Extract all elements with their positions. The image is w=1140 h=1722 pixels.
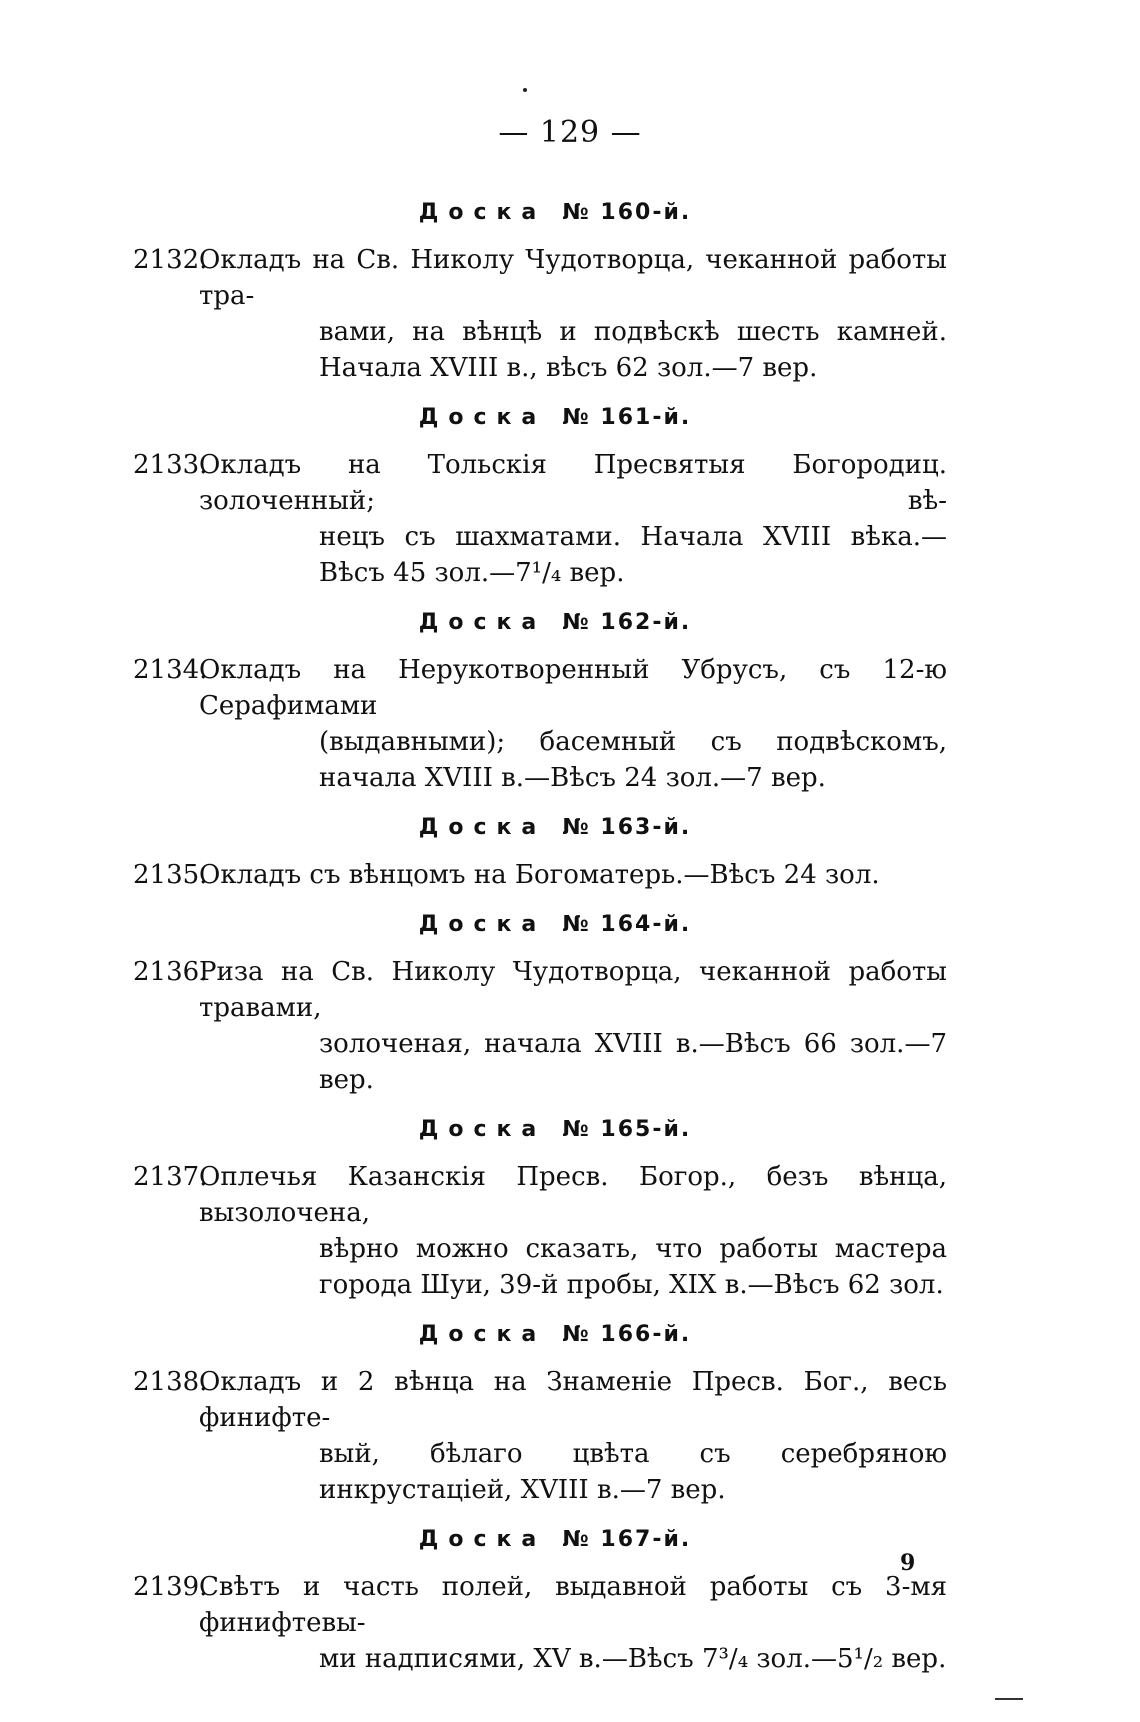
entry-continuation: вый, бѣлаго цвѣта съ серебряною инкрустаціей, XVIII в.—7 вер. [319, 1439, 947, 1505]
section-heading [133, 1527, 947, 1552]
entry-number: 2139. [133, 1572, 208, 1602]
heading-number: № 160-й. [562, 200, 692, 225]
entry-first-line: Окладъ съ вѣнцомъ на Богоматерь.—Вѣсъ 24 зол. [199, 860, 880, 890]
entry-text [199, 1159, 947, 1303]
heading-number: № 165-й. [562, 1117, 692, 1142]
catalog-section [133, 912, 947, 1098]
section-heading [133, 405, 947, 430]
entry-continuation: золоченая, начала XVIII в.—Вѣсъ 66 зол.—7 вер. [319, 1029, 947, 1095]
catalog-entry [133, 652, 947, 796]
heading-number: № 161-й. [562, 405, 692, 430]
heading-word: Доска [418, 912, 547, 937]
ink-dot [523, 88, 527, 92]
entry-first-line: Риза на Св. Николу Чудотворца, чеканной работы травами, [199, 957, 947, 1023]
section-heading [133, 200, 947, 225]
catalog-entry [133, 447, 947, 591]
catalog-entry [133, 1364, 947, 1508]
entry-text [199, 1364, 947, 1508]
catalog-entry [133, 954, 947, 1098]
heading-number: № 164-й. [562, 912, 692, 937]
section-heading [133, 815, 947, 840]
entry-text [199, 954, 947, 1098]
entry-continuation: нецъ съ шахматами. Начала XVIII вѣка.—Вѣсъ 45 зол.—7¹/₄ вер. [319, 522, 947, 588]
section-heading [133, 1117, 947, 1142]
entry-text [199, 1569, 947, 1677]
entry-number: 2133. [133, 450, 208, 480]
entry-continuation: (выдавными); басемный съ подвѣскомъ, начала XVIII в.—Вѣсъ 24 зол.—7 вер. [319, 727, 947, 793]
entry-continuation: вѣрно можно сказать, что работы мастера города Шуи, 39-й пробы, XIX в.—Вѣсъ 62 зол. [319, 1234, 947, 1300]
entry-number: 2138. [133, 1367, 208, 1397]
entry-text [199, 652, 947, 796]
entry-text [199, 242, 947, 386]
heading-number: № 162-й. [562, 610, 692, 635]
page-number: — 129 — [498, 115, 642, 150]
entry-first-line: Окладъ и 2 вѣнца на Знаменіе Пресв. Бог., весь финифте- [199, 1367, 947, 1433]
heading-word: Доска [418, 200, 547, 225]
section-heading [133, 610, 947, 635]
heading-number: № 166-й. [562, 1322, 692, 1347]
heading-word: Доска [418, 815, 547, 840]
catalog-entry [133, 857, 947, 893]
catalog-section [133, 405, 947, 591]
entry-text [199, 857, 947, 893]
entry-number: 2136. [133, 957, 208, 987]
section-heading [133, 912, 947, 937]
entry-number: 2135. [133, 860, 208, 890]
entry-text [199, 447, 947, 591]
heading-word: Доска [418, 1117, 547, 1142]
catalog-entry [133, 1159, 947, 1303]
entry-first-line: Окладъ на Тольскія Пресвятыя Богородиц. золоченный; вѣ- [199, 450, 947, 516]
catalog-entry [133, 242, 947, 386]
catalog-section [133, 1527, 947, 1677]
entry-first-line: Окладъ на Св. Николу Чудотворца, чеканной работы тра- [199, 245, 947, 311]
entry-continuation: вами, на вѣнцѣ и подвѣскѣ шесть камней. Начала XVIII в., вѣсъ 62 зол.—7 вер. [319, 317, 947, 383]
entry-number: 2134. [133, 655, 208, 685]
catalog-section [133, 1322, 947, 1508]
entry-first-line: Окладъ на Нерукотворенный Убрусъ, съ 12-ю Серафимами [199, 655, 947, 721]
heading-number: № 167-й. [562, 1527, 692, 1552]
heading-word: Доска [418, 1322, 547, 1347]
corner-mark [995, 1698, 1023, 1700]
entry-number: 2137. [133, 1162, 208, 1192]
heading-word: Доска [418, 1527, 547, 1552]
signature-mark: 9 [900, 1550, 916, 1576]
catalog-section [133, 610, 947, 796]
catalog-section [133, 200, 947, 386]
heading-number: № 163-й. [562, 815, 692, 840]
catalog-content [133, 200, 947, 1696]
catalog-entry [133, 1569, 947, 1677]
section-heading [133, 1322, 947, 1347]
heading-word: Доска [418, 610, 547, 635]
entry-first-line: Оплечья Казанскія Пресв. Богор., безъ вѣнца, вызолочена, [199, 1162, 947, 1228]
entry-first-line: Свѣтъ и часть полей, выдавной работы съ 3-мя финифтевы- [199, 1572, 947, 1638]
entry-number: 2132. [133, 245, 208, 275]
entry-continuation: ми надписями, XV в.—Вѣсъ 7³/₄ зол.—5¹/₂ вер. [319, 1644, 947, 1674]
catalog-section [133, 1117, 947, 1303]
catalog-section [133, 815, 947, 893]
heading-word: Доска [418, 405, 547, 430]
